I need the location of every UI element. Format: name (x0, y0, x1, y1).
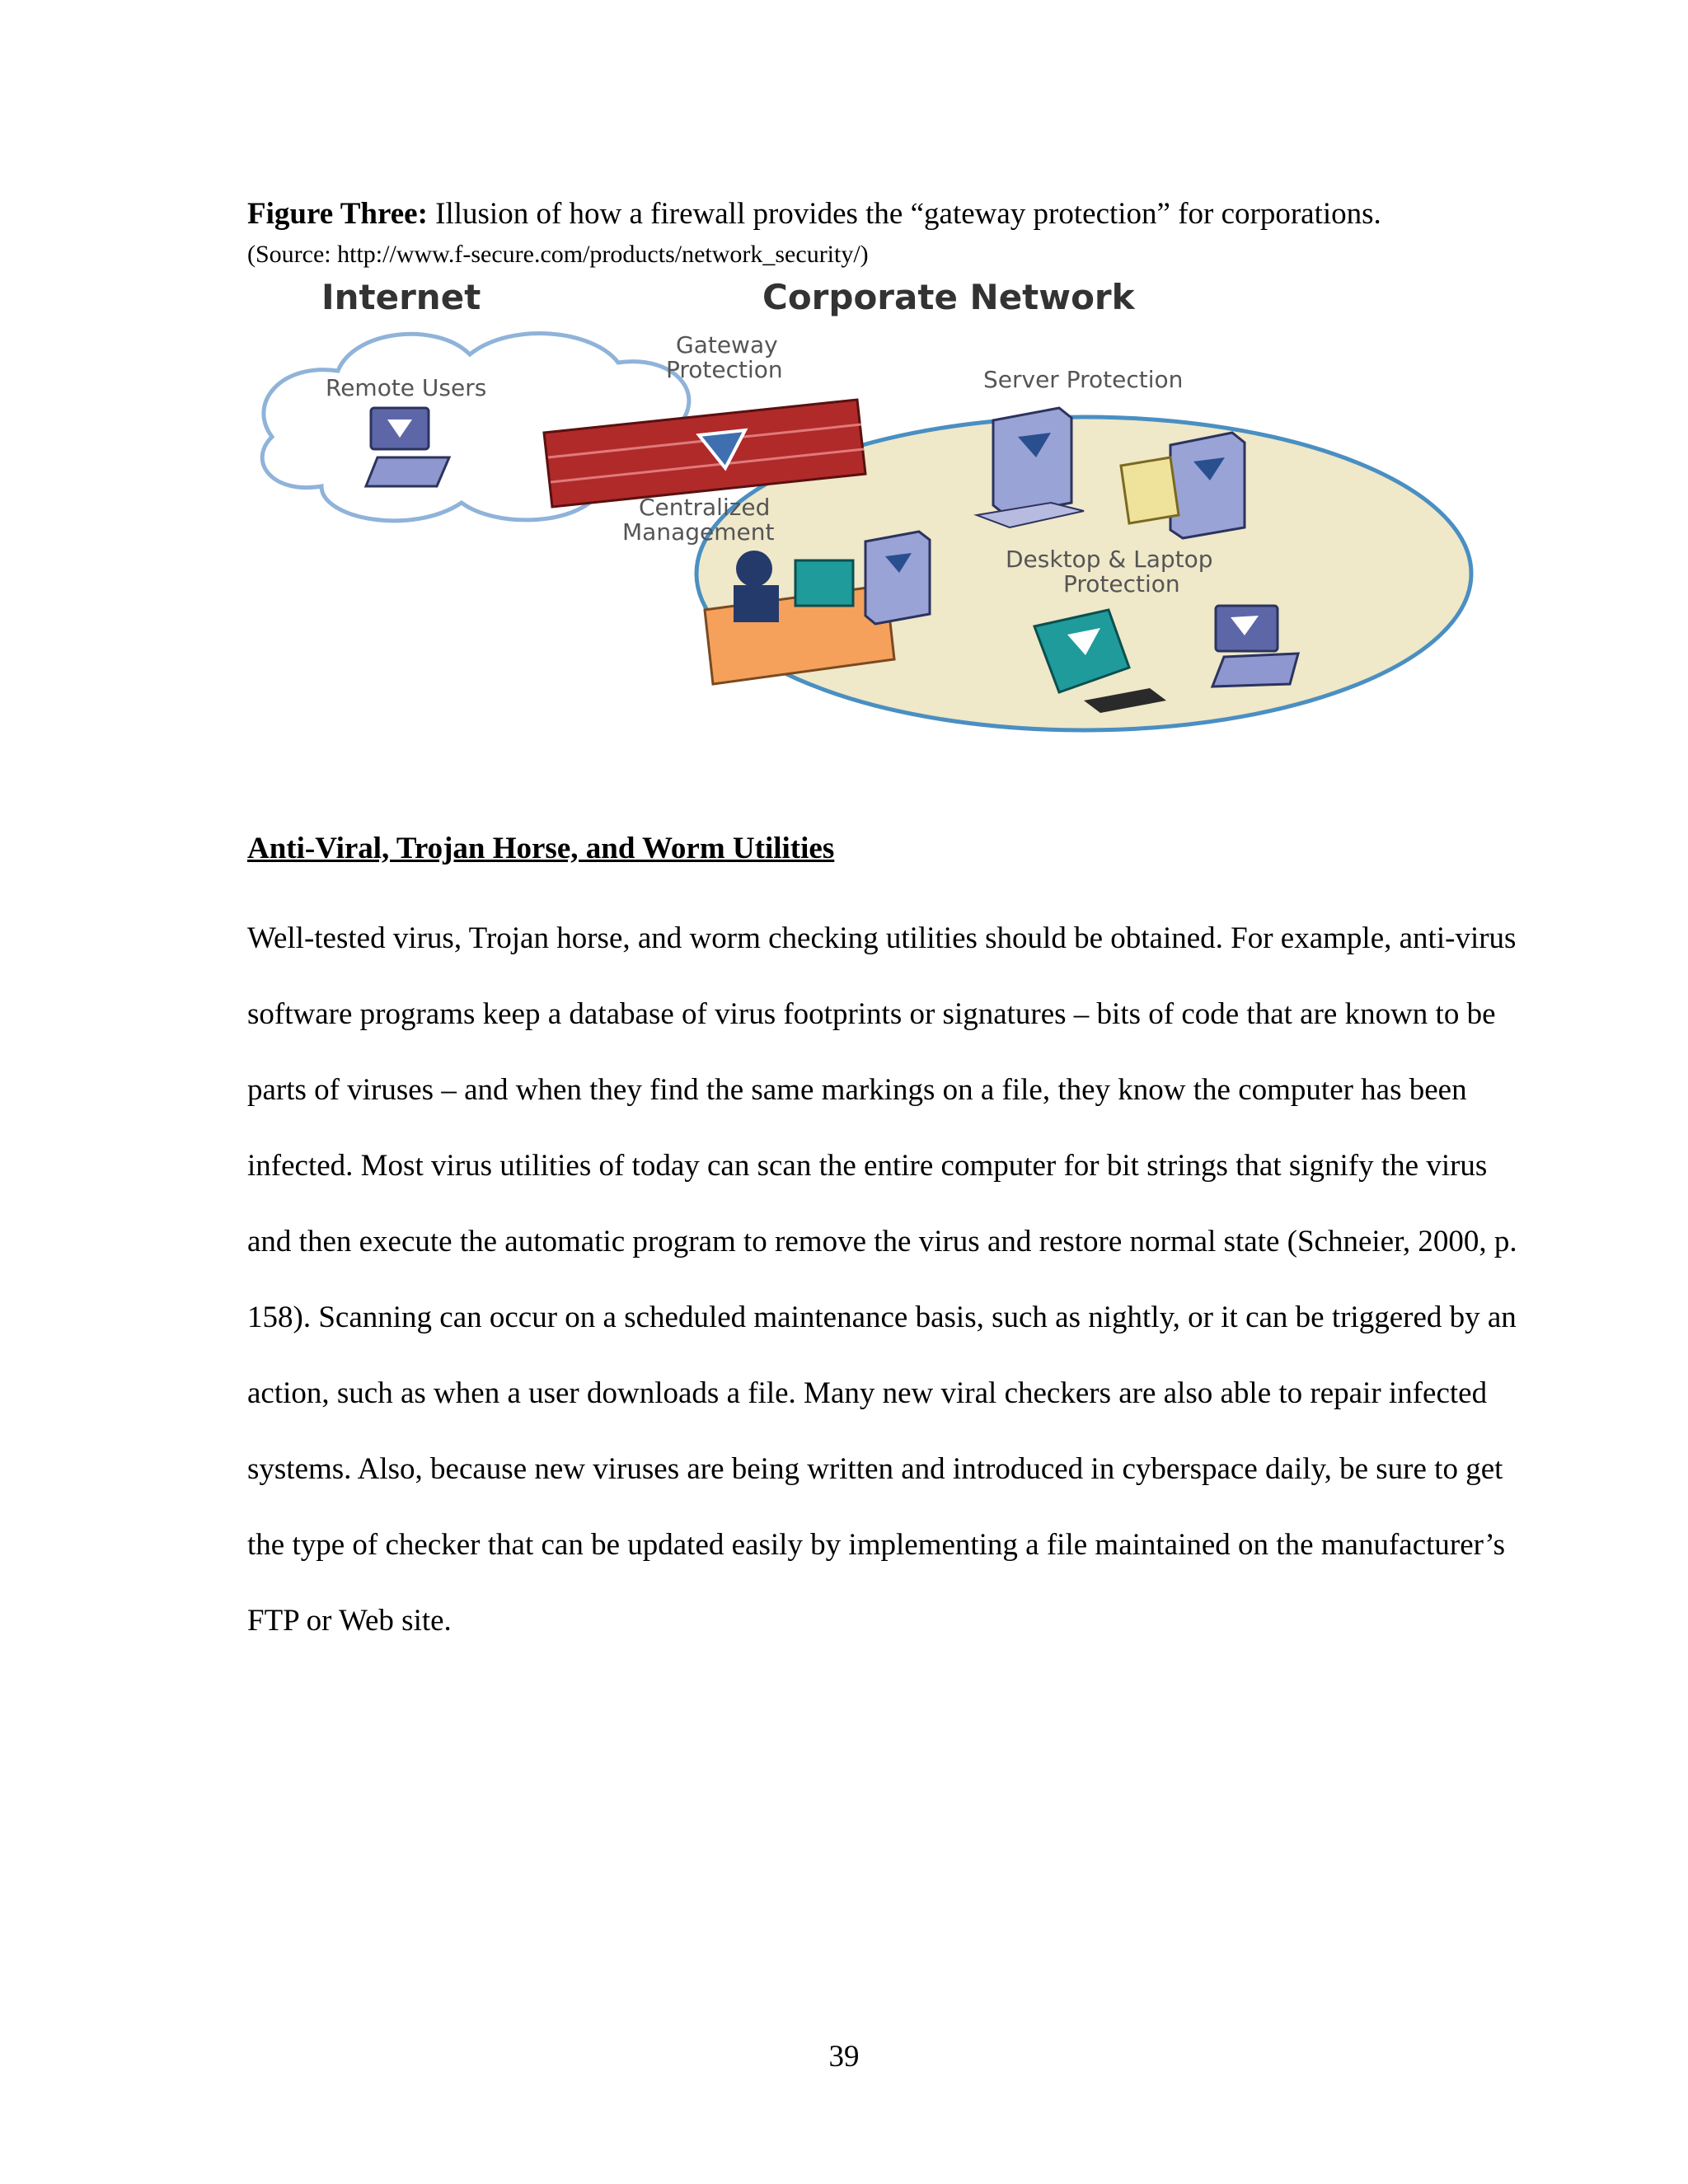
figure-caption-lead: Figure Three: (247, 197, 428, 231)
section-body-paragraph: Well-tested virus, Trojan horse, and worm checking utilities should be obtained. For example, anti-virus software programs keep a database of virus footprints or signatures – bits of code that are known to be parts of viruses – and when they find the same markings on a file, they know the computer has been infected. Most virus utilities of today can scan the entire computer for bit strings that signify the virus and then execute the automatic program to remove the virus and restore normal state (Schneier, 2000, p. 158). Scanning can occur on a scheduled maintenance basis, such as nightly, or it can be triggered by an action, such as when a user downloads a file. Many new viral checkers are also able to repair infected systems. Also, because new viruses are being written and introduced in cyberspace daily, be sure to get the type of checker that can be updated easily by implementing a file maintained on the manufacturer’s FTP or Web site. (247, 921, 1517, 1638)
server-icon (1170, 433, 1245, 538)
label-centralized-line2: Management (622, 518, 775, 546)
folder-icon (1121, 457, 1179, 523)
label-centralized-line1: Centralized (639, 494, 771, 521)
label-gateway-line2: Protection (666, 356, 783, 383)
label-desktop-line2: Protection (1063, 570, 1180, 598)
figure-caption-text: Illusion of how a firewall provides the “gateway protection” for corporations. (427, 197, 1381, 231)
server-icon (865, 532, 930, 624)
label-internet: Internet (321, 277, 481, 317)
label-corporate-network: Corporate Network (762, 277, 1135, 317)
firewall-diagram (247, 272, 1484, 733)
section-heading: Anti-Viral, Trojan Horse, and Worm Utilities (247, 832, 835, 865)
label-desktop-line1: Desktop & Laptop (1006, 546, 1213, 573)
figure-caption-source: (Source: http://www.f-secure.com/products/network_security/) (247, 241, 869, 268)
page-number: 39 (828, 2040, 860, 2074)
label-gateway-line1: Gateway (676, 331, 778, 359)
figure-caption (247, 194, 1451, 274)
label-remote-users: Remote Users (326, 374, 487, 401)
label-server-protection: Server Protection (983, 366, 1184, 393)
